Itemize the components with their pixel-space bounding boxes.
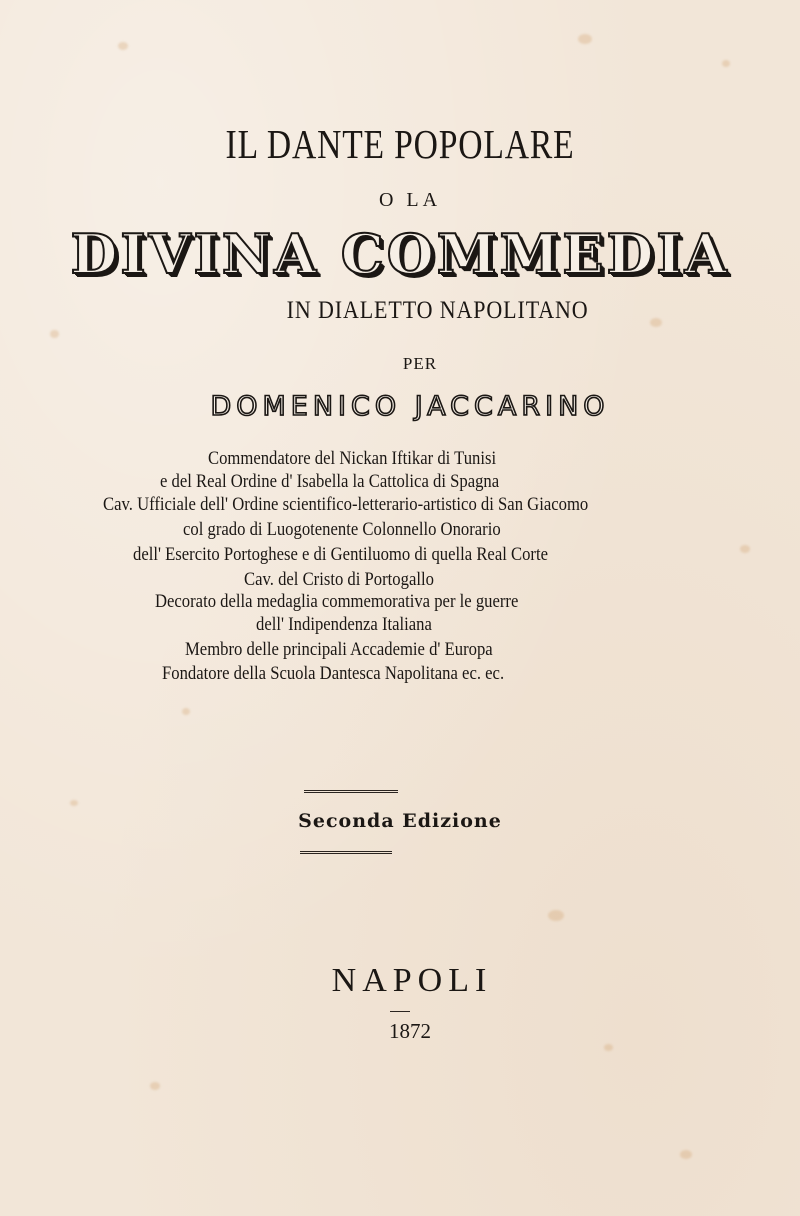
divider-rule-bottom	[300, 851, 392, 854]
by-line: PER	[402, 354, 438, 373]
honor-line: dell' Esercito Portoghese e di Gentiluomo di quella Real Corte	[133, 545, 548, 565]
honor-line: Commendatore del Nickan Iftikar di Tunisi	[208, 449, 497, 469]
imprint-place: NAPOLI	[331, 962, 493, 999]
honor-line: e del Real Ordine d' Isabella la Cattolica di Spagna	[160, 472, 500, 492]
honor-line: Cav. del Cristo di Portogallo	[244, 570, 434, 590]
subtitle: IN DIALETTO NAPOLITANO	[286, 297, 589, 324]
edition-label: Seconda Edizione	[298, 810, 502, 832]
honor-line: Fondatore della Scuola Dantesca Napolitana ec. ec.	[162, 664, 505, 684]
foxing-spot	[722, 60, 730, 67]
title-conjunction: O LA	[378, 189, 442, 211]
foxing-spot	[548, 910, 564, 921]
foxing-spot	[70, 800, 78, 806]
title-line-1: IL DANTE POPOLARE	[225, 121, 575, 167]
imprint-dash	[390, 1011, 410, 1012]
honor-line: Decorato della medaglia commemorativa per le guerre	[155, 592, 519, 612]
foxing-spot	[182, 708, 190, 715]
foxing-spot	[680, 1150, 692, 1159]
foxing-spot	[118, 42, 128, 50]
main-title: DIVINA COMMEDIA	[70, 222, 730, 286]
honor-line: col grado di Luogotenente Colonnello Onorario	[183, 520, 501, 540]
foxing-spot	[578, 34, 592, 44]
foxing-spot	[50, 330, 59, 338]
foxing-spot	[604, 1044, 613, 1051]
foxing-spot	[740, 545, 750, 553]
foxing-spot	[150, 1082, 160, 1090]
divider-rule-top	[304, 790, 398, 793]
imprint-year: 1872	[389, 1019, 431, 1043]
author-name: DOMENICO JACCARINO	[210, 391, 610, 422]
honor-line: dell' Indipendenza Italiana	[256, 615, 432, 635]
honor-line: Membro delle principali Accademie d' Europa	[185, 640, 493, 660]
honor-line: Cav. Ufficiale dell' Ordine scientifico-letterario-artistico di San Giacomo	[103, 495, 589, 515]
